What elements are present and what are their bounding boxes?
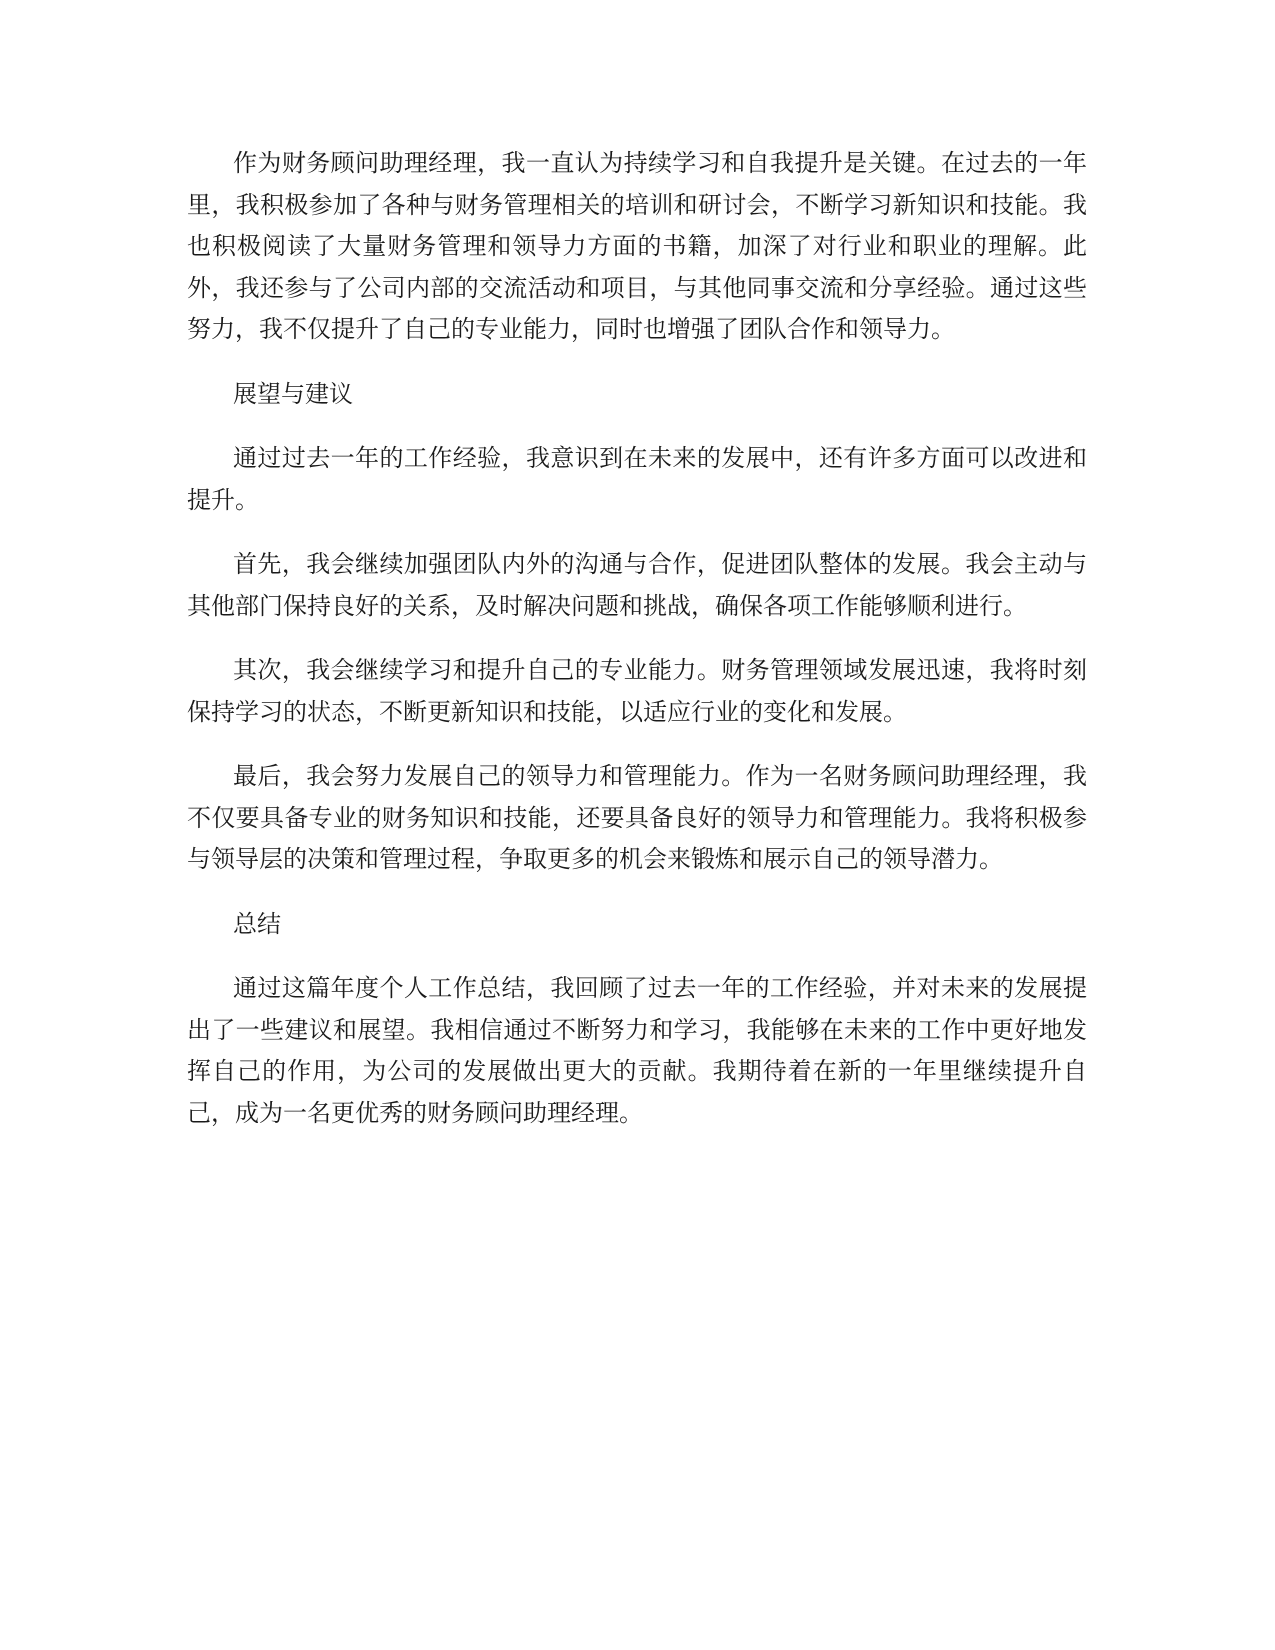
section-heading-summary: 总结 xyxy=(233,909,281,938)
paragraph-learning: 作为财务顾问助理经理，我一直认为持续学习和自我提升是关键。在过去的一年里，我积极参加了各种与财务管理相关的培训和研讨会，不断学习新知识和技能。我也积极阅读了大量财务管理和领导力方面的书籍，加深了对行业和职业的理解。此外，我还参与了公司内部的交流活动和项目，与其他同事交流和分享经验。通过这些努力，我不仅提升了自己的专业能力，同时也增强了团队合作和领导力。 xyxy=(187,149,1087,343)
paragraph-first-point: 首先，我会继续加强团队内外的沟通与合作，促进团队整体的发展。我会主动与其他部门保持良好的关系，及时解决问题和挑战，确保各项工作能够顺利进行。 xyxy=(187,550,1087,620)
paragraph-outlook-intro: 通过过去一年的工作经验，我意识到在未来的发展中，还有许多方面可以改进和提升。 xyxy=(187,444,1087,514)
paragraph-final-point: 最后，我会努力发展自己的领导力和管理能力。作为一名财务顾问助理经理，我不仅要具备专业的财务知识和技能，还要具备良好的领导力和管理能力。我将积极参与领导层的决策和管理过程，争取更多的机会来锻炼和展示自己的领导潜力。 xyxy=(187,762,1087,873)
paragraph-second-point: 其次，我会继续学习和提升自己的专业能力。财务管理领域发展迅速，我将时刻保持学习的状态，不断更新知识和技能，以适应行业的变化和发展。 xyxy=(187,656,1087,726)
paragraph-summary: 通过这篇年度个人工作总结，我回顾了过去一年的工作经验，并对未来的发展提出了一些建议和展望。我相信通过不断努力和学习，我能够在未来的工作中更好地发挥自己的作用，为公司的发展做出更大的贡献。我期待着在新的一年里继续提升自己，成为一名更优秀的财务顾问助理经理。 xyxy=(187,974,1087,1127)
section-heading-outlook: 展望与建议 xyxy=(233,379,353,408)
document-body xyxy=(187,143,1087,1157)
